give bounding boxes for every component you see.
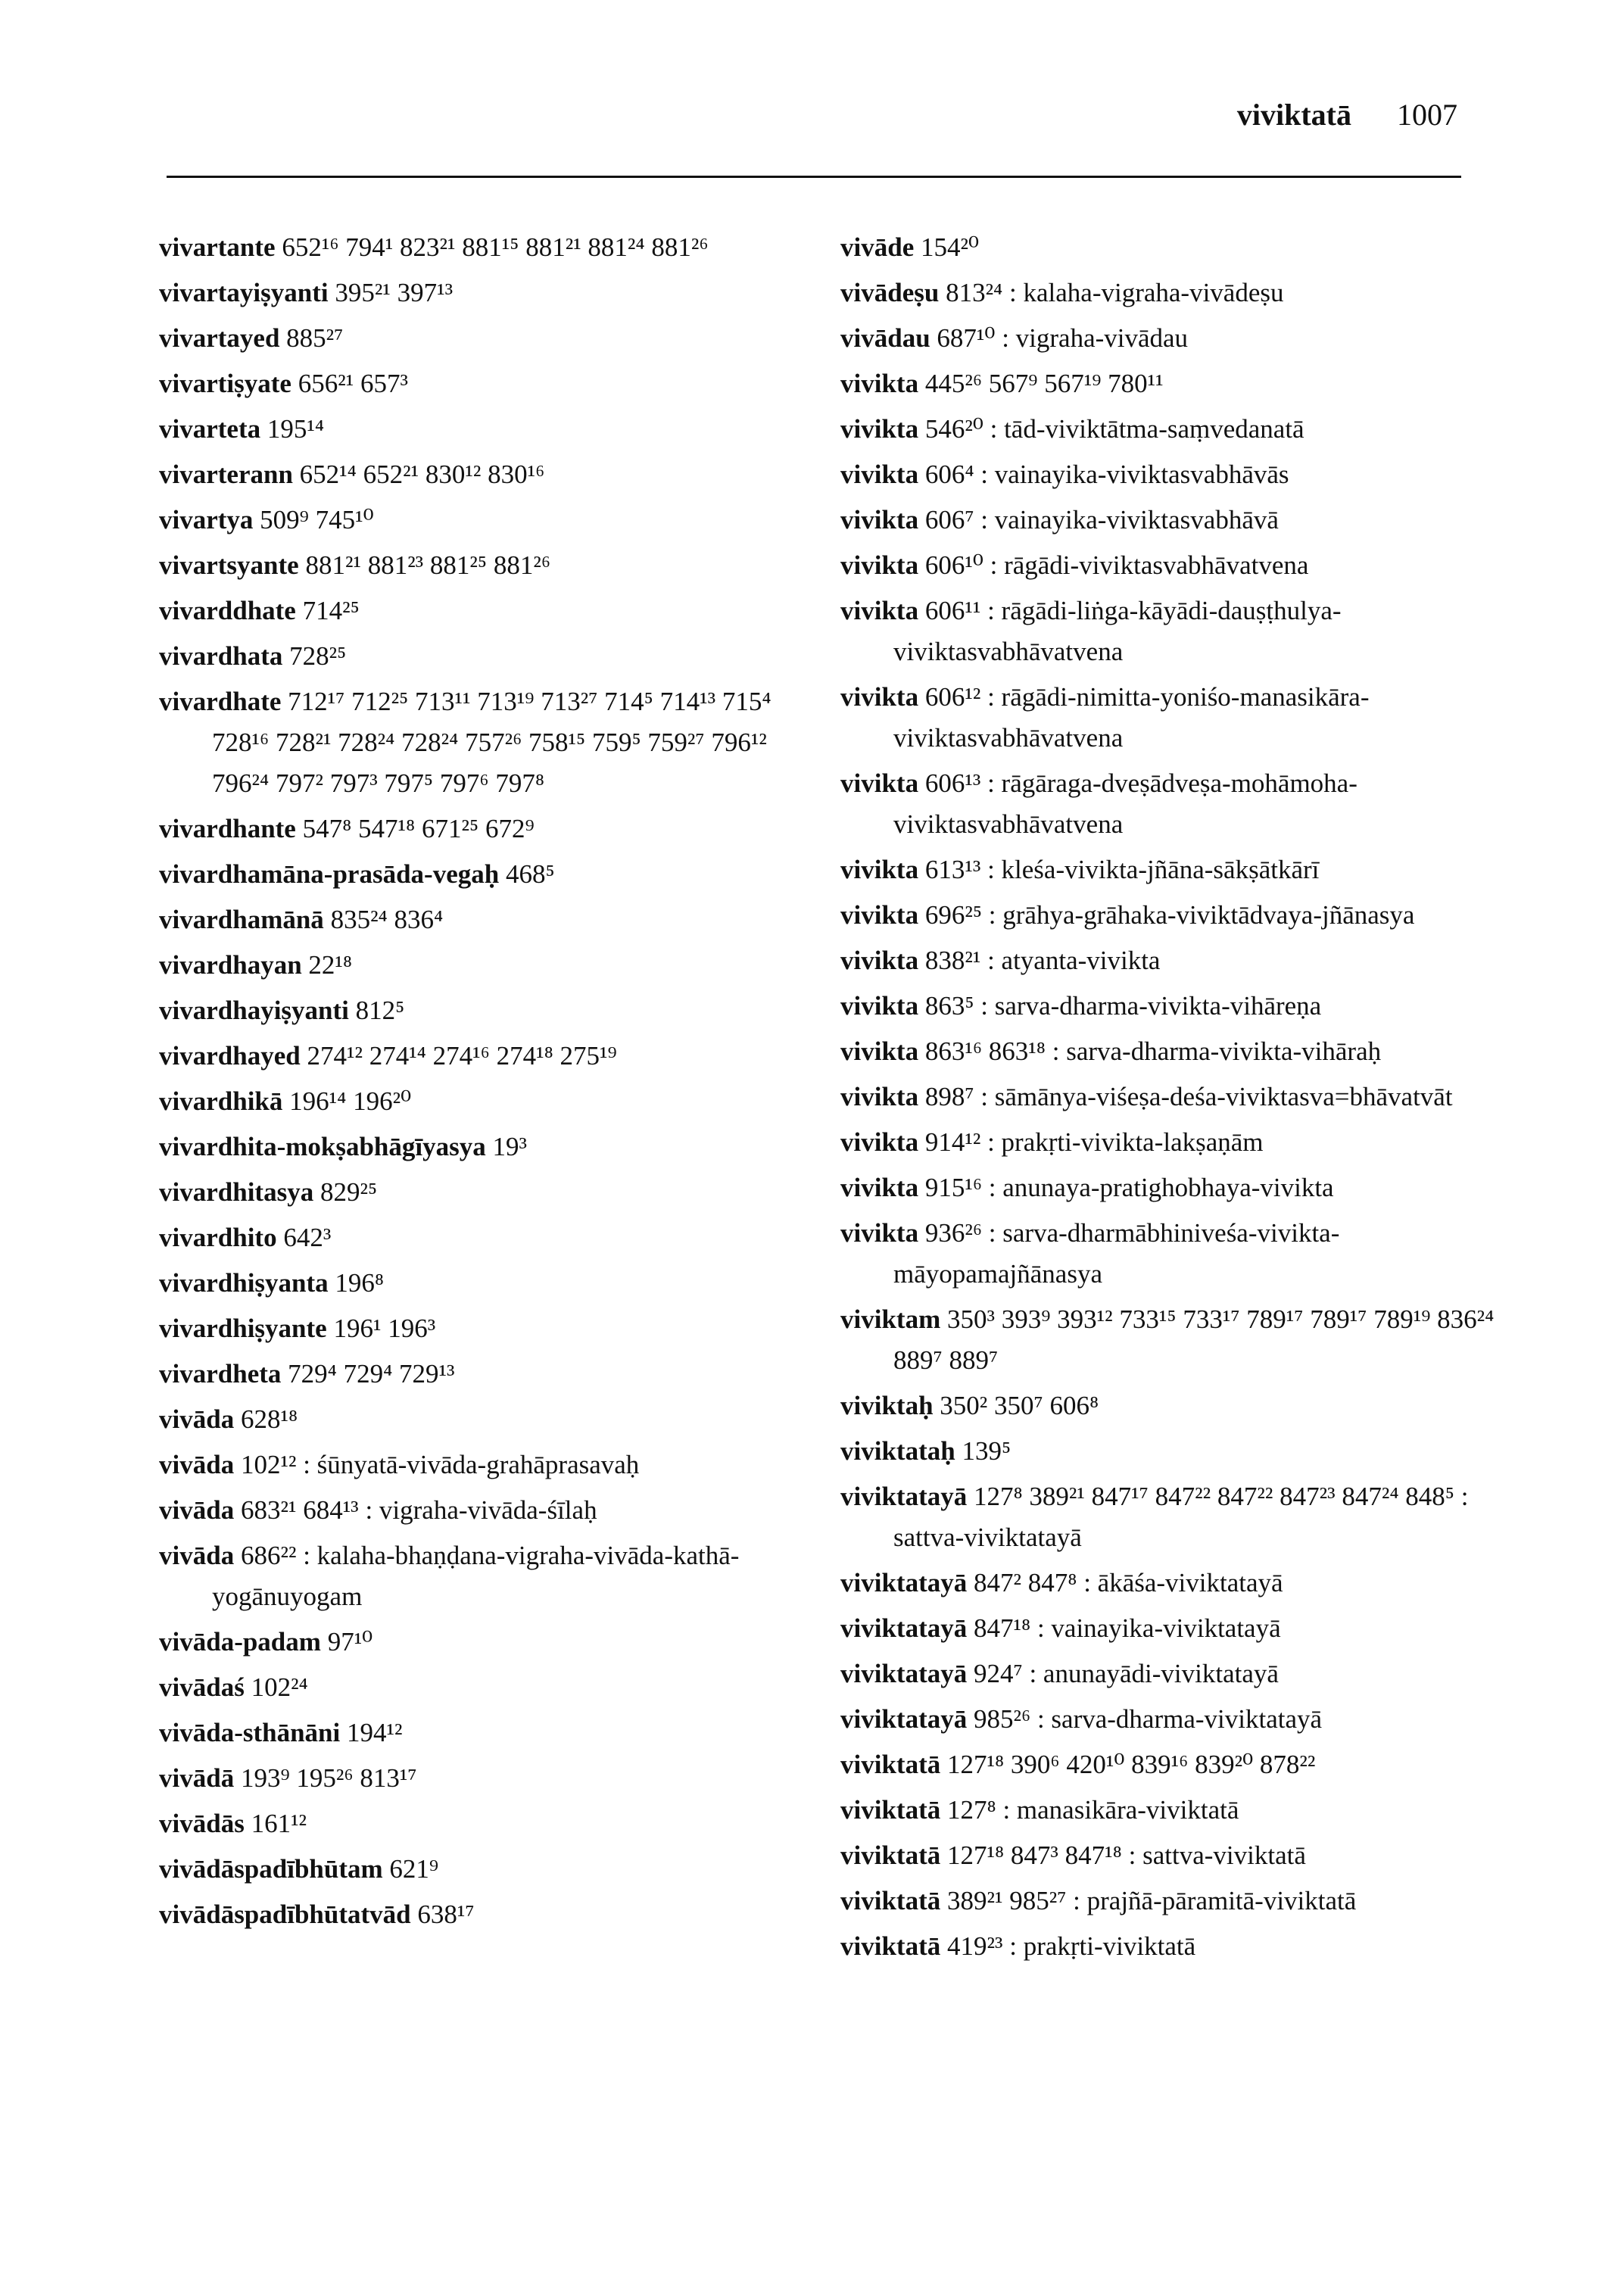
entry-headword: viviktatayā [840, 1568, 968, 1597]
running-header [1237, 97, 1457, 132]
index-entry [840, 273, 1507, 313]
entry-references: 196⁸ [335, 1268, 385, 1298]
entry-references: 395²¹ 397¹³ [335, 278, 454, 307]
entry-references: 652¹⁶ 794¹ 823²¹ 881¹⁵ 881²¹ 881²⁴ 881²⁶ [282, 232, 709, 262]
entry-references: 194¹² [347, 1718, 403, 1747]
index-entry [159, 899, 825, 940]
right-column [840, 227, 1507, 1971]
entry-gloss: : kalaha-vigraha-vivādeṣu [1009, 278, 1284, 307]
entry-references: 714²⁵ [302, 596, 360, 625]
entry-gloss: : sarva-dharma-vivikta-vihāraḥ [1052, 1036, 1382, 1066]
entry-references: 914¹² [924, 1127, 981, 1157]
entry-references: 728²⁵ [289, 641, 347, 671]
index-entry [840, 895, 1507, 936]
index-entry [840, 1699, 1507, 1740]
entry-gloss: : sarva-dharma-vivikta-vihāreṇa [980, 991, 1322, 1021]
index-entry [840, 1431, 1507, 1472]
entry-references: 606¹³ [924, 768, 981, 798]
index-entry [159, 273, 825, 313]
entry-headword: vivardhiṣyante [159, 1314, 327, 1343]
index-entry [159, 1849, 825, 1890]
entry-references: 915¹⁶ [924, 1173, 983, 1202]
entry-references: 350³ 393⁹ 393¹² 733¹⁵ 733¹⁷ 789¹⁷ 789¹⁷ 789¹⁹ 836²⁴ 889⁷ 889⁷ [893, 1304, 1495, 1375]
index-entry [159, 1354, 825, 1395]
entry-headword: vivardhante [159, 814, 296, 843]
entry-headword: vivādā [159, 1763, 235, 1793]
index-entry [840, 1926, 1507, 1967]
entry-gloss: : sattva-viviktatā [1128, 1840, 1306, 1870]
entry-references: 606⁷ [924, 505, 974, 535]
index-entry [840, 677, 1507, 759]
index-entry [840, 1167, 1507, 1208]
index-entry [840, 1835, 1507, 1876]
entry-gloss: : rāgādi-nimitta-yoniśo-manasikāra-viviktasvabhāvatvena [893, 682, 1370, 753]
entry-headword: vivādās [159, 1809, 245, 1838]
index-entry [159, 809, 825, 849]
entry-headword: vivāda [159, 1404, 235, 1434]
index-entry [159, 1036, 825, 1077]
index-entry [840, 318, 1507, 359]
entry-references: 127¹⁸ 847³ 847¹⁸ [946, 1840, 1122, 1870]
index-entry [159, 1308, 825, 1349]
entry-gloss: : vigraha-vivādau [1002, 323, 1189, 353]
index-entry [840, 591, 1507, 672]
entry-headword: vivikta [840, 1036, 919, 1066]
index-entry [159, 318, 825, 359]
entry-references: 729⁴ 729⁴ 729¹³ [288, 1359, 455, 1389]
entry-gloss: : manasikāra-viviktatā [1002, 1795, 1239, 1825]
entry-references: 127⁸ 389²¹ 847¹⁷ 847²² 847²² 847²³ 847²⁴ 848⁵ [973, 1482, 1454, 1511]
entry-headword: vivartante [159, 232, 276, 262]
index-entry [840, 1031, 1507, 1072]
entry-references: 445²⁶ 567⁹ 567¹⁹ 780¹¹ [924, 369, 1164, 398]
entry-gloss: : vigraha-vivāda-śīlaḥ [365, 1495, 597, 1525]
index-entry [159, 1127, 825, 1167]
entry-references: 829²⁵ [320, 1177, 378, 1207]
entry-headword: vivardhayan [159, 950, 302, 980]
entry-references: 924⁷ [973, 1659, 1023, 1688]
entry-headword: viviktam [840, 1304, 941, 1334]
entry-references: 22¹⁸ [308, 950, 353, 980]
index-entry [159, 854, 825, 895]
entry-references: 835²⁴ 836⁴ [330, 905, 444, 934]
entry-references: 847² 847⁸ [973, 1568, 1077, 1597]
entry-headword: vivardhiṣyanta [159, 1268, 329, 1298]
entry-gloss: : vainayika-viviktatayā [1036, 1613, 1281, 1643]
index-entry [159, 1803, 825, 1844]
entry-headword: vivarterann [159, 460, 293, 489]
entry-headword: vivikta [840, 991, 919, 1021]
entry-references: 606¹¹ [924, 596, 981, 625]
entry-headword: vivikta [840, 1082, 919, 1111]
index-entry [840, 1122, 1507, 1163]
entry-references: 686²² [240, 1541, 297, 1570]
index-entry [159, 591, 825, 631]
entry-headword: vivartya [159, 505, 254, 535]
index-entry [159, 1217, 825, 1258]
entry-references: 193⁹ 195²⁶ 813¹⁷ [240, 1763, 417, 1793]
entry-headword: vivādeṣu [840, 278, 940, 307]
entry-gloss: : rāgāraga-dveṣādveṣa-mohāmoha-viviktasvabhāvatvena [893, 768, 1357, 839]
entry-headword: vivikta [840, 460, 919, 489]
index-entry [159, 1263, 825, 1304]
index-entry [840, 1213, 1507, 1295]
entry-references: 154²⁰ [920, 232, 980, 262]
index-entry [159, 1622, 825, 1663]
index-entry [840, 1077, 1507, 1117]
header-rule [167, 176, 1461, 178]
entry-references: 97¹⁰ [327, 1627, 373, 1657]
index-entry [159, 1172, 825, 1213]
entry-references: 936²⁶ [924, 1218, 983, 1248]
entry-headword: viviktaḥ [840, 1391, 934, 1420]
page-number: 1007 [1397, 98, 1457, 132]
index-entry [159, 1758, 825, 1799]
index-entry [840, 1385, 1507, 1426]
entry-headword: viviktatayā [840, 1659, 968, 1688]
entry-headword: vivikta [840, 1173, 919, 1202]
entry-references: 628¹⁸ [240, 1404, 298, 1434]
entry-references: 656²¹ 657³ [298, 369, 408, 398]
entry-headword: vivikta [840, 1127, 919, 1157]
entry-references: 196¹⁴ 196²⁰ [289, 1086, 412, 1116]
entry-gloss: : rāgādi-liṅga-kāyādi-dauṣṭhulya-viviktasvabhāvatvena [893, 596, 1342, 666]
entry-references: 139⁵ [962, 1436, 1011, 1466]
entry-references: 613¹³ [924, 855, 981, 884]
entry-gloss: : sattva-viviktatayā [893, 1482, 1469, 1552]
entry-gloss: : ākāśa-viviktatayā [1083, 1568, 1283, 1597]
entry-references: 419²³ [946, 1931, 1003, 1961]
entry-gloss: : sarva-dharmābhiniveśa-vivikta-māyopamajñānasya [893, 1218, 1340, 1289]
index-entry [159, 1399, 825, 1440]
entry-headword: vivardhate [159, 687, 282, 716]
index-entry [159, 409, 825, 450]
entry-headword: vivāda [159, 1541, 235, 1570]
entry-references: 687¹⁰ [937, 323, 996, 353]
index-entry [840, 1790, 1507, 1831]
index-entry [840, 940, 1507, 981]
entry-gloss: : rāgādi-viviktasvabhāvatvena [990, 550, 1309, 580]
entry-references: 350² 350⁷ 606⁸ [940, 1391, 1099, 1420]
entry-headword: vivardhikā [159, 1086, 283, 1116]
entry-headword: vivartsyante [159, 550, 299, 580]
index-entry [159, 545, 825, 586]
entry-references: 606¹² [924, 682, 981, 712]
entry-gloss: : prakṛti-viviktatā [1009, 1931, 1196, 1961]
entry-references: 196¹ 196³ [333, 1314, 436, 1343]
entry-headword: vivikta [840, 596, 919, 625]
entry-headword: vivardhita-mokṣabhāgīyasya [159, 1132, 486, 1161]
index-entry [159, 636, 825, 677]
entry-references: 606⁴ [924, 460, 974, 489]
index-entry [159, 454, 825, 495]
entry-headword: viviktatā [840, 1795, 941, 1825]
index-entry [840, 1563, 1507, 1604]
entry-references: 881²¹ 881²³ 881²⁵ 881²⁶ [305, 550, 551, 580]
entry-headword: vivarddhate [159, 596, 296, 625]
entry-references: 712¹⁷ 712²⁵ 713¹¹ 713¹⁹ 713²⁷ 714⁵ 714¹³ 715⁴ 728¹⁶ 728²¹ 728²⁴ 728²⁴ 757²⁶ 758¹⁵ 759⁵ 759²⁷ 796¹² 796²⁴ 797² 797³ 797⁵ 797⁶ 797⁸ [212, 687, 771, 798]
index-entry [840, 1653, 1507, 1694]
index-entry [840, 1476, 1507, 1558]
index-entry [840, 545, 1507, 586]
entry-headword: vivarteta [159, 414, 261, 444]
entry-references: 683²¹ 684¹³ [240, 1495, 359, 1525]
entry-headword: vivāda-sthānāni [159, 1718, 341, 1747]
entry-headword: viviktatā [840, 1931, 941, 1961]
entry-references: 863¹⁶ 863¹⁸ [924, 1036, 1046, 1066]
entry-gloss: : grāhya-grāhaka-viviktādvaya-jñānasya [988, 900, 1415, 930]
entry-references: 389²¹ 985²⁷ [946, 1886, 1067, 1915]
index-entry [840, 986, 1507, 1027]
entry-references: 509⁹ 745¹⁰ [260, 505, 374, 535]
entry-gloss: : sāmānya-viśeṣa-deśa-viviktasva=bhāvatvāt [980, 1082, 1453, 1111]
entry-headword: vivāde [840, 232, 915, 262]
index-entry [159, 363, 825, 404]
entry-headword: vivādaś [159, 1672, 245, 1702]
entry-headword: vivardhayed [159, 1041, 301, 1071]
entry-references: 898⁷ [924, 1082, 974, 1111]
index-entry [840, 849, 1507, 890]
entry-references: 812⁵ [355, 996, 405, 1025]
entry-headword: vivāda [159, 1495, 235, 1525]
entry-references: 621⁹ [389, 1854, 439, 1884]
entry-headword: viviktatā [840, 1886, 941, 1915]
header-word: viviktatā [1236, 98, 1351, 132]
index-entry [159, 1535, 825, 1617]
entry-references: 274¹² 274¹⁴ 274¹⁶ 274¹⁸ 275¹⁹ [307, 1041, 617, 1071]
entry-references: 547⁸ 547¹⁸ 671²⁵ 672⁹ [302, 814, 535, 843]
entry-references: 127¹⁸ 390⁶ 420¹⁰ 839¹⁶ 839²⁰ 878²² [946, 1750, 1316, 1779]
entry-headword: vivikta [840, 855, 919, 884]
entry-references: 546²⁰ [924, 414, 983, 444]
entry-headword: vivikta [840, 550, 919, 580]
entry-headword: viviktatayā [840, 1613, 968, 1643]
entry-references: 985²⁶ [973, 1704, 1031, 1734]
entry-references: 642³ [283, 1223, 332, 1252]
entry-headword: vivardhata [159, 641, 283, 671]
entry-references: 102¹² [240, 1450, 297, 1479]
entry-headword: vivādāspadībhūtatvād [159, 1900, 411, 1929]
entry-gloss: : kleśa-vivikta-jñāna-sākṣātkārī [987, 855, 1320, 884]
entry-references: 638¹⁷ [417, 1900, 475, 1929]
index-entry [159, 681, 825, 804]
entry-headword: vivardhamānā [159, 905, 324, 934]
index-entry [840, 363, 1507, 404]
entry-references: 696²⁵ [924, 900, 983, 930]
index-entry [159, 990, 825, 1031]
index-entry [159, 1894, 825, 1935]
entry-headword: vivikta [840, 1218, 919, 1248]
index-entry [159, 1713, 825, 1753]
entry-gloss: : vainayika-viviktasvabhāvās [980, 460, 1289, 489]
entry-headword: vivardhitasya [159, 1177, 314, 1207]
entry-gloss: : vainayika-viviktasvabhāvā [980, 505, 1279, 535]
entry-references: 468⁵ [505, 859, 555, 889]
entry-headword: viviktataḥ [840, 1436, 955, 1466]
entry-headword: vivikta [840, 768, 919, 798]
index-entry [159, 227, 825, 268]
index-entry [159, 1445, 825, 1485]
entry-headword: vivikta [840, 414, 919, 444]
entry-headword: vivardhito [159, 1223, 277, 1252]
entry-headword: vivikta [840, 369, 919, 398]
entry-headword: vivikta [840, 946, 919, 975]
index-entry [159, 1081, 825, 1122]
entry-references: 19³ [492, 1132, 527, 1161]
entry-headword: viviktatā [840, 1750, 941, 1779]
index-entry [840, 1608, 1507, 1649]
index-entry [840, 1744, 1507, 1785]
index-entry [159, 1667, 825, 1708]
entry-gloss: : sarva-dharma-viviktatayā [1036, 1704, 1323, 1734]
index-entry [840, 763, 1507, 845]
entry-references: 838²¹ [924, 946, 981, 975]
entry-references: 863⁵ [924, 991, 974, 1021]
entry-references: 161¹² [251, 1809, 307, 1838]
entry-headword: vivartiṣyate [159, 369, 291, 398]
index-entry [840, 500, 1507, 541]
index-entry [159, 500, 825, 541]
entry-gloss: : tād-viviktātma-saṃvedanatā [990, 414, 1304, 444]
entry-gloss: : prajñā-pāramitā-viviktatā [1073, 1886, 1357, 1915]
entry-references: 195¹⁴ [267, 414, 325, 444]
entry-headword: vivādāspadībhūtam [159, 1854, 383, 1884]
entry-headword: vivāda [159, 1450, 235, 1479]
entry-gloss: : prakṛti-vivikta-lakṣaṇām [987, 1127, 1264, 1157]
entry-headword: vivādau [840, 323, 930, 353]
entry-gloss: : atyanta-vivikta [987, 946, 1161, 975]
entry-headword: vivardheta [159, 1359, 282, 1389]
entry-headword: vivardhamāna-prasāda-vegaḥ [159, 859, 500, 889]
entry-headword: vivikta [840, 682, 919, 712]
entry-references: 885²⁷ [286, 323, 344, 353]
index-entry [840, 1299, 1507, 1381]
entry-references: 847¹⁸ [973, 1613, 1031, 1643]
entry-headword: viviktatayā [840, 1704, 968, 1734]
index-entry [840, 227, 1507, 268]
entry-headword: vivāda-padam [159, 1627, 321, 1657]
entry-headword: vivardhayiṣyanti [159, 996, 349, 1025]
index-entry [840, 1881, 1507, 1922]
entry-gloss: : śūnyatā-vivāda-grahāprasavaḥ [303, 1450, 640, 1479]
index-entry [159, 1490, 825, 1531]
entry-references: 102²⁴ [251, 1672, 308, 1702]
entry-headword: vivikta [840, 505, 919, 535]
entry-references: 813²⁴ [946, 278, 1003, 307]
entry-headword: vivartayiṣyanti [159, 278, 329, 307]
entry-references: 652¹⁴ 652²¹ 830¹² 830¹⁶ [299, 460, 545, 489]
entry-gloss: : kalaha-bhaṇḍana-vigraha-vivāda-kathā-yogānuyogam [212, 1541, 740, 1611]
entry-headword: viviktatayā [840, 1482, 968, 1511]
entry-headword: vivartayed [159, 323, 280, 353]
entry-headword: viviktatā [840, 1840, 941, 1870]
entry-references: 606¹⁰ [924, 550, 983, 580]
entry-gloss: : anunaya-pratighobhaya-vivikta [988, 1173, 1334, 1202]
index-entry [840, 454, 1507, 495]
left-column [159, 227, 825, 1940]
index-entry [840, 409, 1507, 450]
entry-references: 127⁸ [946, 1795, 996, 1825]
index-entry [159, 945, 825, 986]
entry-gloss: : anunayādi-viviktatayā [1029, 1659, 1279, 1688]
entry-headword: vivikta [840, 900, 919, 930]
